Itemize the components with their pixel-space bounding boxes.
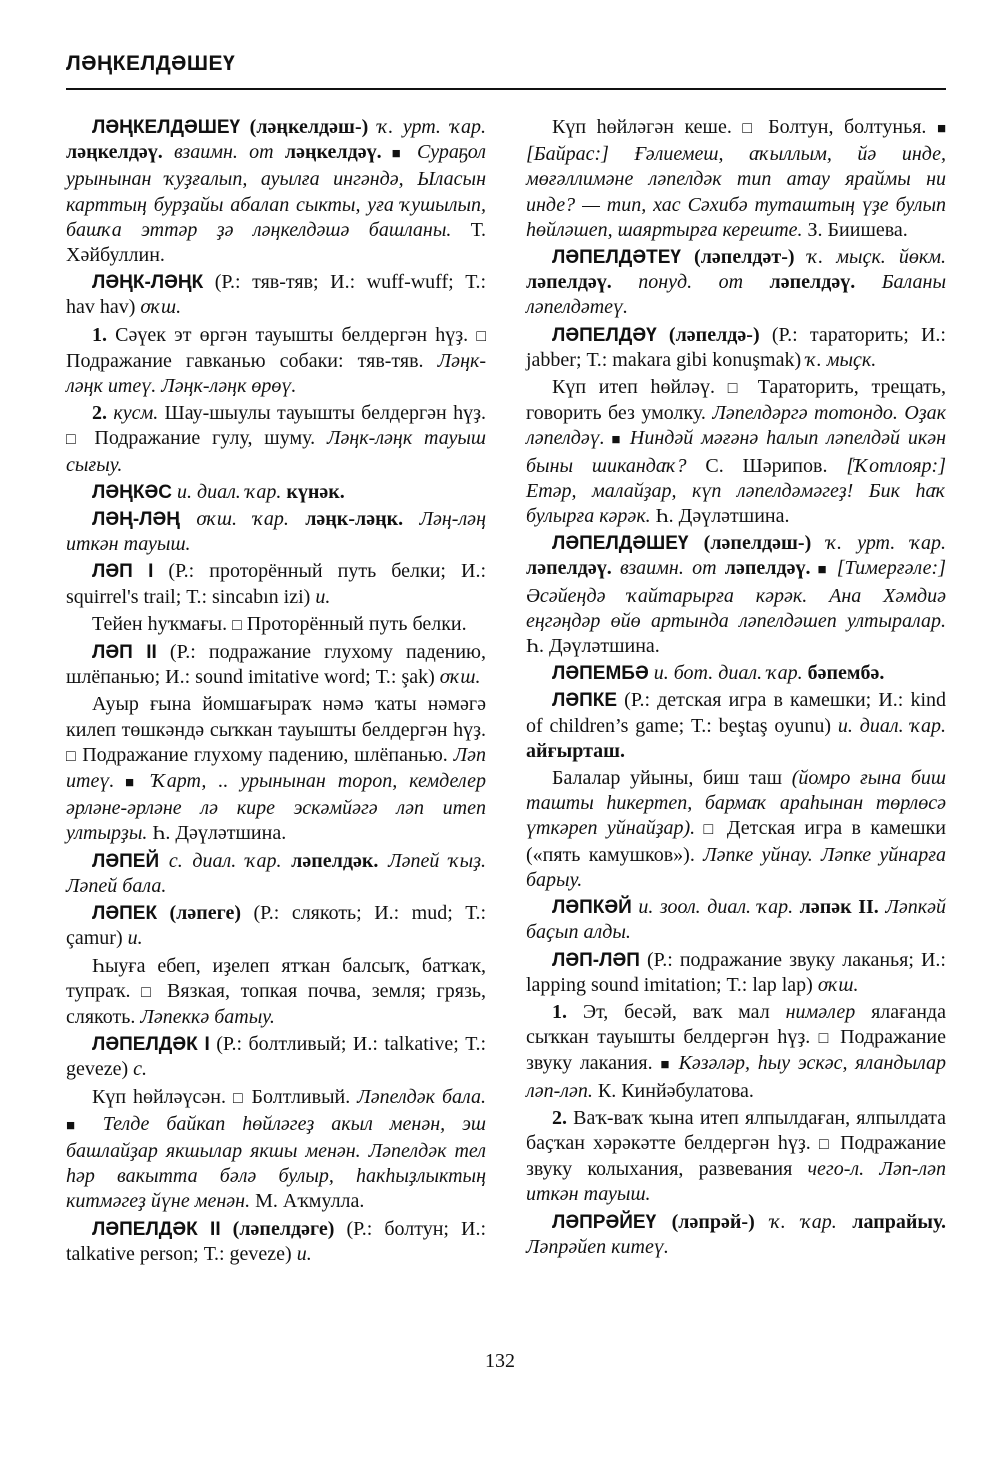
right-column bbox=[526, 115, 946, 1262]
entry-text: З. Биишева. bbox=[802, 218, 908, 241]
entry-text: и. бот. диал. ҡар. bbox=[648, 662, 808, 685]
headword: ЛӘП II bbox=[92, 642, 157, 664]
marker: □ bbox=[742, 120, 758, 137]
entry-text: (Р.: детская игра в камешки; И.: kind of children’s game; Т.: beştaş oyunu) bbox=[526, 689, 946, 737]
entry-text: күнәк. bbox=[286, 480, 345, 503]
entry-text: Баланы ләпелдәтеү. bbox=[526, 271, 946, 319]
entry-text: ялағанда сыҡкан тауышты белдергән һүҙ. bbox=[526, 1000, 946, 1049]
entry-text: ҡ. урт. ҡар. bbox=[826, 532, 946, 555]
headword: ЛӘПКӘЙ bbox=[552, 897, 632, 919]
entry-text: (ләпелдәш-) bbox=[688, 532, 827, 555]
entry-text: (Р.: тараторить; И.: jabber; Т.: makara gibi konuşmak) bbox=[526, 323, 946, 371]
headword: ЛӘП-ЛӘП bbox=[552, 949, 640, 971]
entry-text: ләңкелдәү. bbox=[284, 141, 382, 164]
headword: ЛӘПЕЛДӘК I bbox=[92, 1034, 210, 1056]
marker: □ bbox=[232, 616, 242, 634]
dictionary-entry bbox=[66, 640, 486, 690]
entry-definition bbox=[66, 612, 486, 638]
entry-text: Һ. Дәүләтшина. bbox=[526, 635, 660, 658]
entry-text: взаимн. от bbox=[611, 557, 725, 580]
entry-text: Ләпелдәк бала. bbox=[357, 1085, 486, 1108]
entry-text: ләпелдәү. bbox=[526, 557, 612, 580]
dictionary-entry bbox=[66, 270, 486, 320]
headword: ЛӘПКЕ bbox=[552, 690, 618, 712]
entry-text: (ләпелдәге) bbox=[220, 1217, 347, 1240]
entry-text: С. Шәрипов. bbox=[686, 454, 847, 477]
entry-text: нимәлер bbox=[785, 1000, 856, 1023]
entry-text: ҡ. мыҫк. йөкм. bbox=[807, 246, 946, 269]
entry-text: Күп һөйләүсән. bbox=[92, 1085, 233, 1108]
entry-text: Болтливый. bbox=[244, 1085, 358, 1108]
entry-text: [Байрас:] Ғәлиемеш, аҡыллым, йә инде, мөғәллимәне ләпелдәк тип атау яраймы ни инде? — тип, хас Сәхибә туташтың үҙе булып һөйләшеп, шаяртырға кереште. bbox=[526, 143, 946, 241]
entry-text: Ләңк-ләңк тауыш сығыу. bbox=[66, 427, 486, 476]
entry-definition bbox=[66, 401, 486, 478]
dictionary-entry bbox=[526, 895, 946, 945]
headword: ЛӘҢ-ЛӘҢ bbox=[92, 509, 181, 531]
entry-text: и. bbox=[315, 585, 331, 608]
entry-text: Ниндәй мәғәнә һалып ләпелдәй икән быны шикандаҡ? bbox=[526, 427, 947, 477]
entry-text: Ләпрәйеп китеү. bbox=[526, 1235, 669, 1258]
entry-text: Ауыр ғына йомшағыраҡ нәмә ҡаты нәмәгә килеп төшкәндә сыҡкан тауышты белдергән һүҙ. bbox=[66, 693, 486, 741]
entry-text: (ләпеге) bbox=[157, 902, 254, 925]
entry-text: (Р.: болтливый; И.: talkative; Т.: geveze) bbox=[66, 1033, 486, 1081]
entry-text: 1. bbox=[92, 323, 107, 346]
entry-definition bbox=[66, 954, 486, 1031]
entry-text: взаимн. от bbox=[174, 141, 285, 164]
left-column bbox=[66, 115, 486, 1269]
entry-text: Подражание гулу, шуму. bbox=[82, 427, 327, 450]
entry-definition bbox=[66, 1085, 486, 1215]
entry-text: оҡш. bbox=[817, 973, 859, 996]
entry-text: (ләпелдә-) bbox=[656, 323, 772, 346]
entry-text: Эт, бесәй, ваҡ мал bbox=[567, 1000, 786, 1023]
headword: ЛӘПЕЛДӘШЕҮ bbox=[552, 533, 689, 555]
dictionary-entry bbox=[66, 507, 486, 557]
entry-text: (Р.: подражание глухому падению, шлёпанью; И.: sound imitative word; Т.: şak) bbox=[66, 641, 486, 689]
entry-text: айғырташ. bbox=[526, 739, 626, 762]
marker: □ bbox=[818, 1030, 832, 1048]
marker: ■ bbox=[936, 121, 946, 137]
entry-text: (ләңкелдәш-) bbox=[240, 116, 378, 138]
entry-text: лапрайыу. bbox=[852, 1210, 946, 1233]
entry-text: Ләпеккә батыу. bbox=[140, 1005, 275, 1028]
dictionary-entry bbox=[66, 849, 486, 899]
entry-text: Проторённый путь белки. bbox=[241, 612, 467, 635]
entry-text: с. диал. ҡар. bbox=[159, 849, 292, 872]
entry-text: и. зоол. диал. ҡар. bbox=[631, 896, 800, 919]
entry-text: Ләп итеү. bbox=[66, 743, 486, 793]
entry-text: ләпелдәк. bbox=[291, 849, 379, 872]
entry-text: (Р.: проторённый путь белки; И.: squirrel's trail; Т.: sincabın izi) bbox=[66, 560, 486, 608]
entry-text: Подражание звуку колыхания, развевания bbox=[526, 1131, 946, 1181]
entry-text: и. диал. ҡар. bbox=[171, 480, 287, 503]
entry-text: Һ. Дәүләтшина. bbox=[147, 822, 287, 845]
entry-text: (Р.: подражание звуку лаканья; И.: lapping sound imitation; Т.: lap lap) bbox=[526, 948, 946, 996]
marker: □ bbox=[232, 1089, 245, 1107]
marker: □ bbox=[819, 1135, 832, 1153]
marker: ■ bbox=[66, 1117, 103, 1134]
entry-text: кусм. bbox=[107, 402, 159, 425]
dictionary-entry bbox=[66, 480, 486, 505]
entry-text: Т. Хәйбуллин. bbox=[66, 218, 486, 267]
entry-text: Ваҡ-ваҡ ҡына итеп ялпылдаған, ялпылдата баҫҡан хәрәкәтте белдергән һүҙ. bbox=[526, 1106, 946, 1154]
entry-text: ҡ. урт. ҡар. bbox=[377, 116, 486, 138]
headword: ЛӘҢКӘС bbox=[92, 481, 172, 503]
entry-text: Подражание звуку лакания. bbox=[526, 1026, 946, 1075]
entry-text: Подражание глухому падению, шлёпанью. bbox=[76, 743, 454, 766]
entry-text: Кәзәләр, һыу эскәс, яландылар ләп-ләп. bbox=[526, 1052, 946, 1102]
entry-text: Ләпке уйнау. Ләпке уйнарға барыу. bbox=[526, 843, 946, 891]
headword: ЛӘПРӘЙЕҮ bbox=[552, 1211, 657, 1233]
entry-text: Телде байкап һөйләгеҙ акыл менән, эш башлайҙар якшылар якшы менән. Ләпелдәк тел һәр вакытта бәлә булыр, һакһыҙлыктың китмәгеҙ йүне менән. bbox=[66, 1112, 486, 1213]
marker: □ bbox=[727, 380, 746, 398]
dictionary-entry bbox=[526, 531, 946, 659]
entry-text: ләпелдәү. bbox=[526, 271, 612, 294]
entry-text: ләңк-ләңк. bbox=[305, 508, 404, 531]
dictionary-entry bbox=[526, 688, 946, 764]
entry-definition bbox=[526, 1106, 946, 1208]
entry-text: (Р.: слякоть; И.: mud; Т.: çamur) bbox=[66, 902, 487, 950]
entry-text: (Р.: болтун; И.: talkative person; Т.: geveze) bbox=[66, 1217, 486, 1265]
entry-text: Һыуға ебеп, иҙелеп ятҡан балсыҡ, батҡаҡ, тупраҡ. bbox=[66, 954, 486, 1002]
dictionary-entry bbox=[526, 323, 946, 373]
entry-text: [Ҡотлояр:] Етәр, малайҙар, күп ләпелдәмәгеҙ! Бик һаҡ булырға кәрәк. bbox=[526, 454, 946, 528]
marker: ■ bbox=[381, 146, 417, 163]
entry-text: Детская игра в камешки («пять камушков»). bbox=[526, 817, 946, 866]
entry-text: ләңкелдәү. bbox=[66, 141, 174, 164]
marker: ■ bbox=[660, 1057, 679, 1074]
marker: ■ bbox=[114, 775, 152, 792]
entry-text: ләпәк II. bbox=[799, 896, 879, 919]
entry-definition bbox=[526, 1000, 946, 1104]
entry-text: ләпелдәү. bbox=[769, 271, 856, 294]
entry-text: Ләпей ҡыҙ. Ләпей бала. bbox=[66, 849, 487, 897]
entry-text: Һ. Дәүләтшина. bbox=[650, 505, 790, 528]
entry-text: Подражание гавканью собаки: тяв-тяв. bbox=[66, 349, 438, 372]
entry-text: оҡш. bbox=[140, 296, 182, 319]
headword: ЛӘПЕК bbox=[92, 903, 158, 925]
dictionary-entry bbox=[66, 115, 486, 268]
entry-text: Сураҕол урынынан ҡуҙғалып, ауылға ингәндә, Ыласын карттың бурҙайы абалап сыкты, уға ҡушылып, башҡа эттәр ҙә ләңкелдәшә башланы. bbox=[66, 141, 486, 241]
dictionary-entry bbox=[526, 661, 946, 686]
entry-text: Сәүек эт өргән тауышты белдергән һүҙ. bbox=[107, 323, 477, 346]
dictionary-entry bbox=[66, 1032, 486, 1082]
entry-text: ҡ. мыҫк. bbox=[806, 348, 877, 371]
entry-text: Ләпелдәргә тотондо. Оҙак ләпелдәү. bbox=[526, 402, 946, 450]
entry-text: Тараторить, трещать, говорить без умолку. bbox=[526, 376, 946, 425]
entry-text: Күп итеп һөйләү. bbox=[552, 376, 728, 399]
dictionary-entry bbox=[66, 901, 486, 951]
entry-text: Ләң-ләң иткән тауыш. bbox=[66, 508, 486, 556]
entry-text: (ләпрәй-) bbox=[656, 1210, 771, 1233]
marker: □ bbox=[476, 327, 486, 345]
entry-definition bbox=[526, 375, 946, 529]
headword: ЛӘҢК-ЛӘҢК bbox=[92, 272, 204, 294]
entry-text: оҡш. ҡар. bbox=[180, 508, 306, 531]
entry-text: Балалар уйыны, биш таш bbox=[552, 767, 792, 790]
entry-text: (йомро ғына биш ташты һикертеп, бармаҡ араһынан төрлөсә үткәреп уйнайҙар). bbox=[526, 767, 946, 840]
entry-text: и. bbox=[127, 927, 143, 950]
entry-text: (ләпелдәт-) bbox=[680, 246, 808, 269]
marker: □ bbox=[66, 747, 77, 765]
entry-text: понуд. от bbox=[611, 271, 770, 294]
entry-text: 2. bbox=[92, 402, 107, 425]
entry-text: (Р.: тяв-тяв; И.: wuff-wuff; Т.: hav hav) bbox=[66, 271, 486, 319]
header-rule bbox=[66, 88, 946, 90]
dictionary-entry bbox=[526, 245, 946, 321]
headword: ЛӘПЕЙ bbox=[92, 850, 160, 872]
dictionary-entry bbox=[66, 559, 486, 609]
entry-text: бәпембә. bbox=[807, 662, 885, 685]
marker: □ bbox=[141, 983, 157, 1001]
entry-text: Шау-шыулы тауышты белдергән һүҙ. bbox=[158, 402, 486, 425]
entry-text: Болтун, болтунья. bbox=[757, 116, 937, 138]
entry-text: Вязкая, топкая почва, земля; грязь, слякоть. bbox=[66, 979, 486, 1028]
headword: ЛӘПЕЛДӘК II bbox=[92, 1218, 221, 1240]
marker: ■ bbox=[604, 432, 630, 449]
dictionary-entry bbox=[526, 1210, 946, 1260]
entry-text: чего-л. Ләп-ләп иткән тауыш. bbox=[526, 1158, 947, 1206]
headword: ЛӘП I bbox=[92, 561, 154, 583]
entry-text: К. Кинйәбулатова. bbox=[592, 1079, 754, 1102]
entry-text: и. диал. ҡар. bbox=[837, 714, 947, 737]
entry-text: с. bbox=[133, 1058, 148, 1081]
entry-definition bbox=[66, 323, 486, 400]
entry-text: Ҡарт, .. урынынан тороп, кемделер әрләне-әрләне лә кире эскәмйәгә ләп итеп ултырҙы. bbox=[66, 770, 487, 845]
entry-text: 2. bbox=[552, 1106, 567, 1129]
headword: ЛӘПЕЛДӘТЕҮ bbox=[552, 247, 681, 269]
marker: ■ bbox=[810, 562, 837, 579]
entry-text: [Тимерғәле:] Әсәйеңдә ҡайтарырға кәрәк. Ана Хәмдиә еңгәңдәр өйө артында ләпелдәшеп ултыралар. bbox=[526, 557, 946, 632]
dictionary-entry bbox=[66, 1217, 486, 1267]
marker: □ bbox=[66, 431, 83, 449]
headword: ЛӘПЕЛДӘҮ bbox=[552, 324, 657, 346]
entry-text: оҡш. bbox=[439, 666, 481, 689]
entry-text: ләпелдәү. bbox=[724, 557, 811, 580]
entry-text: Тейен һуҡмағы. bbox=[92, 612, 233, 635]
entry-definition bbox=[526, 766, 946, 893]
dictionary-entry bbox=[526, 948, 946, 998]
entry-text: М. Аҡмулла. bbox=[250, 1190, 365, 1213]
marker: □ bbox=[695, 821, 718, 839]
entry-text: 1. bbox=[552, 1000, 567, 1023]
entry-text: ҡ. ҡар. bbox=[770, 1210, 853, 1233]
running-head: ЛӘҢКЕЛДӘШЕҮ bbox=[66, 52, 236, 75]
headword: ЛӘҢКЕЛДӘШЕҮ bbox=[92, 117, 241, 138]
entry-text: и. bbox=[296, 1242, 312, 1265]
entry-text: Ләпкәй баҫып алды. bbox=[526, 896, 946, 944]
entry-text: Күп һөйләгән кеше. bbox=[552, 116, 743, 138]
entry-definition bbox=[526, 115, 946, 243]
entry-text: Ләңк-ләңк итеү. Ләңк-ләңк өрөү. bbox=[66, 349, 486, 398]
entry-definition bbox=[66, 692, 486, 846]
headword: ЛӘПЕМБӘ bbox=[552, 663, 649, 685]
page-number: 132 bbox=[485, 1350, 515, 1372]
